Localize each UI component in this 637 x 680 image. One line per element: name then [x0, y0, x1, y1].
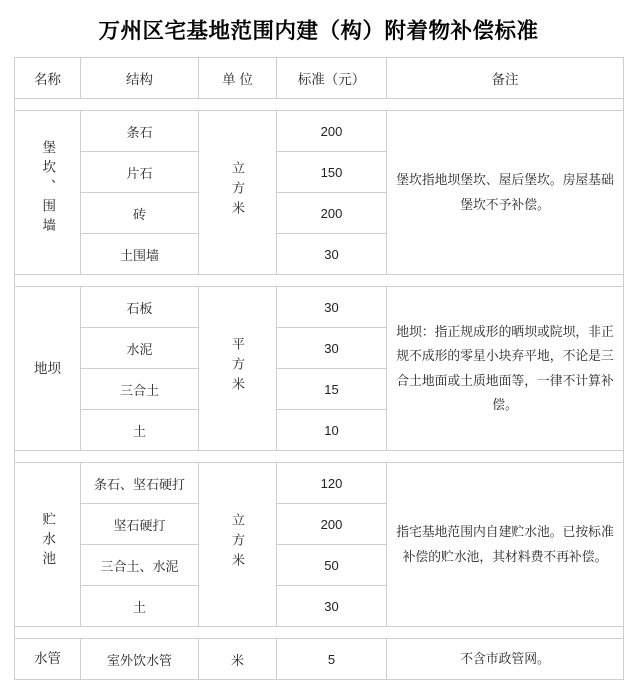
- structure-cell: 室外饮水管: [81, 639, 199, 680]
- table-header-row: [15, 58, 624, 99]
- table-row: [15, 463, 624, 504]
- compensation-standards-table: [14, 57, 624, 680]
- standard-cell: 120: [277, 463, 387, 504]
- group-name-cell: [15, 111, 81, 275]
- column-header-standard: 标准（元）: [277, 58, 387, 99]
- structure-cell: 石板: [81, 287, 199, 328]
- structure-cell: 土围墙: [81, 234, 199, 275]
- structure-cell: 三合土、水泥: [81, 545, 199, 586]
- group-separator: [15, 275, 624, 287]
- table-row: [15, 287, 624, 328]
- structure-cell: 砖: [81, 193, 199, 234]
- structure-cell: 条石: [81, 111, 199, 152]
- structure-cell: 三合土: [81, 369, 199, 410]
- unit-cell: 米: [199, 639, 277, 680]
- group-separator: [15, 451, 624, 463]
- standard-cell: 30: [277, 287, 387, 328]
- structure-cell: 土: [81, 586, 199, 627]
- unit-cell: [199, 463, 277, 627]
- structure-cell: 片石: [81, 152, 199, 193]
- group-name-cell: 地坝: [15, 287, 81, 451]
- unit-cell: [199, 287, 277, 451]
- note-cell: 不含市政管网。: [387, 639, 624, 680]
- group-name-cell: [15, 463, 81, 627]
- standard-cell: 15: [277, 369, 387, 410]
- table-row: [15, 111, 624, 152]
- structure-cell: 土: [81, 410, 199, 451]
- standard-cell: 30: [277, 586, 387, 627]
- structure-cell: 水泥: [81, 328, 199, 369]
- standard-cell: 30: [277, 328, 387, 369]
- column-header-unit: 单 位: [199, 58, 277, 99]
- standard-cell: 30: [277, 234, 387, 275]
- group-name-cell: 水管: [15, 639, 81, 680]
- page-title: 万州区宅基地范围内建（构）附着物补偿标准: [98, 19, 539, 43]
- unit-cell: [199, 111, 277, 275]
- standard-cell: 50: [277, 545, 387, 586]
- standard-cell: 200: [277, 193, 387, 234]
- group-name-text: 贮水池: [40, 511, 56, 571]
- note-cell: 地坝：指正规成形的晒坝或院坝，非正规不成形的零星小块弃平地，不论是三合土地面或土质地面等，一律不计算补偿。: [387, 287, 624, 451]
- group-name-text: 堡坎、围墙: [40, 140, 56, 238]
- standard-cell: 200: [277, 111, 387, 152]
- standard-cell: 150: [277, 152, 387, 193]
- column-header-structure: 结构: [81, 58, 199, 99]
- unit-text: 立方米: [230, 161, 245, 221]
- unit-text: 平方米: [230, 337, 245, 397]
- standard-cell: 5: [277, 639, 387, 680]
- structure-cell: 坚石硬打: [81, 504, 199, 545]
- group-separator: [15, 627, 624, 639]
- note-cell: 指宅基地范围内自建贮水池。已按标准补偿的贮水池，其材料费不再补偿。: [387, 463, 624, 627]
- column-header-note: 备注: [387, 58, 624, 99]
- column-header-name: 名称: [15, 58, 81, 99]
- group-separator: [15, 99, 624, 111]
- note-cell: 堡坎指地坝堡坎、屋后堡坎。房屋基础堡坎不予补偿。: [387, 111, 624, 275]
- structure-cell: 条石、坚石硬打: [81, 463, 199, 504]
- standard-cell: 10: [277, 410, 387, 451]
- table-row: [15, 639, 624, 680]
- unit-text: 立方米: [230, 513, 245, 573]
- standard-cell: 200: [277, 504, 387, 545]
